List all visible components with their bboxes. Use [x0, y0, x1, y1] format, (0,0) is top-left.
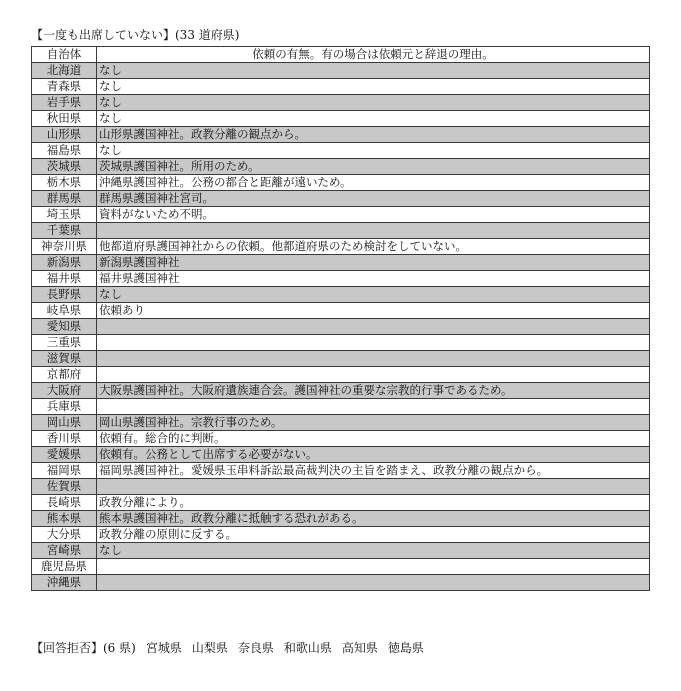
- table-row: [32, 367, 650, 383]
- table-row: [32, 335, 650, 351]
- prefecture-cell: 岡山県: [32, 415, 97, 431]
- detail-cell: [97, 351, 650, 367]
- prefecture-cell: 福井県: [32, 271, 97, 287]
- detail-cell: 大阪県護国神社。大阪府遺族連合会。護国神社の重要な宗教的行事であるため。: [97, 383, 650, 399]
- detail-cell: 依頼有。公務として出席する必要がない。: [97, 447, 650, 463]
- detail-cell: [97, 335, 650, 351]
- prefecture-cell: 茨城県: [32, 159, 97, 175]
- prefecture-cell: 岐阜県: [32, 303, 97, 319]
- detail-cell: 山形県護国神社。政教分離の観点から。: [97, 127, 650, 143]
- detail-cell: [97, 575, 650, 591]
- prefecture-cell: 長野県: [32, 287, 97, 303]
- prefecture-cell: 熊本県: [32, 511, 97, 527]
- prefecture-cell: 愛知県: [32, 319, 97, 335]
- table-row: [32, 351, 650, 367]
- detail-cell: 政教分離の原則に反する。: [97, 527, 650, 543]
- table-row: [32, 111, 650, 127]
- detail-cell: [97, 319, 650, 335]
- table-row: [32, 495, 650, 511]
- detail-cell: 資料がないため不明。: [97, 207, 650, 223]
- table-row: [32, 463, 650, 479]
- table-row: [32, 431, 650, 447]
- table-row: [32, 223, 650, 239]
- prefecture-cell: 愛媛県: [32, 447, 97, 463]
- detail-cell: 群馬県護国神社宮司。: [97, 191, 650, 207]
- prefecture-cell: 秋田県: [32, 111, 97, 127]
- table-row: [32, 175, 650, 191]
- table-row: [32, 527, 650, 543]
- prefecture-cell: 群馬県: [32, 191, 97, 207]
- refusal-pref: 和歌山県: [283, 641, 332, 655]
- table-row: [32, 95, 650, 111]
- detail-cell: 岡山県護国神社。宗教行事のため。: [97, 415, 650, 431]
- refusal-line: [31, 640, 434, 656]
- detail-cell: 熊本県護国神社。政教分離に抵触する恐れがある。: [97, 511, 650, 527]
- prefecture-cell: 千葉県: [32, 223, 97, 239]
- detail-cell: なし: [97, 63, 650, 79]
- prefecture-cell: 京都府: [32, 367, 97, 383]
- attendance-table: [31, 46, 650, 591]
- header-prefecture: 自治体: [32, 47, 97, 63]
- detail-cell: なし: [97, 111, 650, 127]
- prefecture-cell: 青森県: [32, 79, 97, 95]
- table-row: [32, 447, 650, 463]
- prefecture-cell: 神奈川県: [32, 239, 97, 255]
- detail-cell: 政教分離により。: [97, 495, 650, 511]
- detail-cell: 沖縄県護国神社。公務の都合と距離が遠いため。: [97, 175, 650, 191]
- table-row: [32, 63, 650, 79]
- prefecture-cell: 福岡県: [32, 463, 97, 479]
- detail-cell: なし: [97, 287, 650, 303]
- detail-cell: 他都道府県護国神社からの依頼。他都道府県のため検討をしていない。: [97, 239, 650, 255]
- table-row: [32, 303, 650, 319]
- prefecture-cell: 岩手県: [32, 95, 97, 111]
- table-row: [32, 543, 650, 559]
- section-heading: 【一度も出席していない】(33 道府県): [31, 28, 240, 42]
- table-row: [32, 271, 650, 287]
- table-row: [32, 143, 650, 159]
- detail-cell: 茨城県護国神社。所用のため。: [97, 159, 650, 175]
- prefecture-cell: 栃木県: [32, 175, 97, 191]
- refusal-pref: 宮城県: [145, 641, 182, 655]
- detail-cell: [97, 367, 650, 383]
- detail-cell: 新潟県護国神社: [97, 255, 650, 271]
- table-row: [32, 287, 650, 303]
- refusal-pref: 奈良県: [237, 641, 274, 655]
- detail-cell: [97, 559, 650, 575]
- detail-cell: 福井県護国神社: [97, 271, 650, 287]
- prefecture-cell: 長崎県: [32, 495, 97, 511]
- prefecture-cell: 大分県: [32, 527, 97, 543]
- detail-cell: なし: [97, 79, 650, 95]
- prefecture-cell: 滋賀県: [32, 351, 97, 367]
- table-row: [32, 559, 650, 575]
- table-row: [32, 159, 650, 175]
- prefecture-cell: 山形県: [32, 127, 97, 143]
- prefecture-cell: 鹿児島県: [32, 559, 97, 575]
- prefecture-cell: 香川県: [32, 431, 97, 447]
- table-row: [32, 207, 650, 223]
- prefecture-cell: 宮崎県: [32, 543, 97, 559]
- table-body: [32, 63, 650, 591]
- detail-cell: 依頼有。総合的に判断。: [97, 431, 650, 447]
- prefecture-cell: 佐賀県: [32, 479, 97, 495]
- header-detail: 依頼の有無。有の場合は依頼元と辞退の理由。: [97, 47, 650, 63]
- table-row: [32, 383, 650, 399]
- table-row: [32, 575, 650, 591]
- prefecture-cell: 大阪府: [32, 383, 97, 399]
- detail-cell: [97, 399, 650, 415]
- table-row: [32, 319, 650, 335]
- detail-cell: [97, 479, 650, 495]
- table-row: [32, 479, 650, 495]
- table-row: [32, 191, 650, 207]
- table-row: [32, 239, 650, 255]
- table-row: [32, 79, 650, 95]
- table-header-row: [32, 47, 650, 63]
- table-row: [32, 511, 650, 527]
- table-row: [32, 399, 650, 415]
- detail-cell: なし: [97, 143, 650, 159]
- detail-cell: 依頼あり: [97, 303, 650, 319]
- prefecture-cell: 福島県: [32, 143, 97, 159]
- refusal-label: 【回答拒否】(6 県): [31, 641, 136, 655]
- table-row: [32, 255, 650, 271]
- prefecture-cell: 三重県: [32, 335, 97, 351]
- detail-cell: [97, 223, 650, 239]
- detail-cell: なし: [97, 543, 650, 559]
- table-row: [32, 127, 650, 143]
- prefecture-cell: 北海道: [32, 63, 97, 79]
- prefecture-cell: 沖縄県: [32, 575, 97, 591]
- refusal-pref: 山梨県: [191, 641, 228, 655]
- refusal-pref: 徳島県: [387, 641, 424, 655]
- prefecture-cell: 新潟県: [32, 255, 97, 271]
- detail-cell: なし: [97, 95, 650, 111]
- detail-cell: 福岡県護国神社。愛媛県玉串料訴訟最高裁判決の主旨を踏まえ、政教分離の観点から。: [97, 463, 650, 479]
- table-row: [32, 415, 650, 431]
- refusal-pref: 高知県: [341, 641, 378, 655]
- prefecture-cell: 埼玉県: [32, 207, 97, 223]
- prefecture-cell: 兵庫県: [32, 399, 97, 415]
